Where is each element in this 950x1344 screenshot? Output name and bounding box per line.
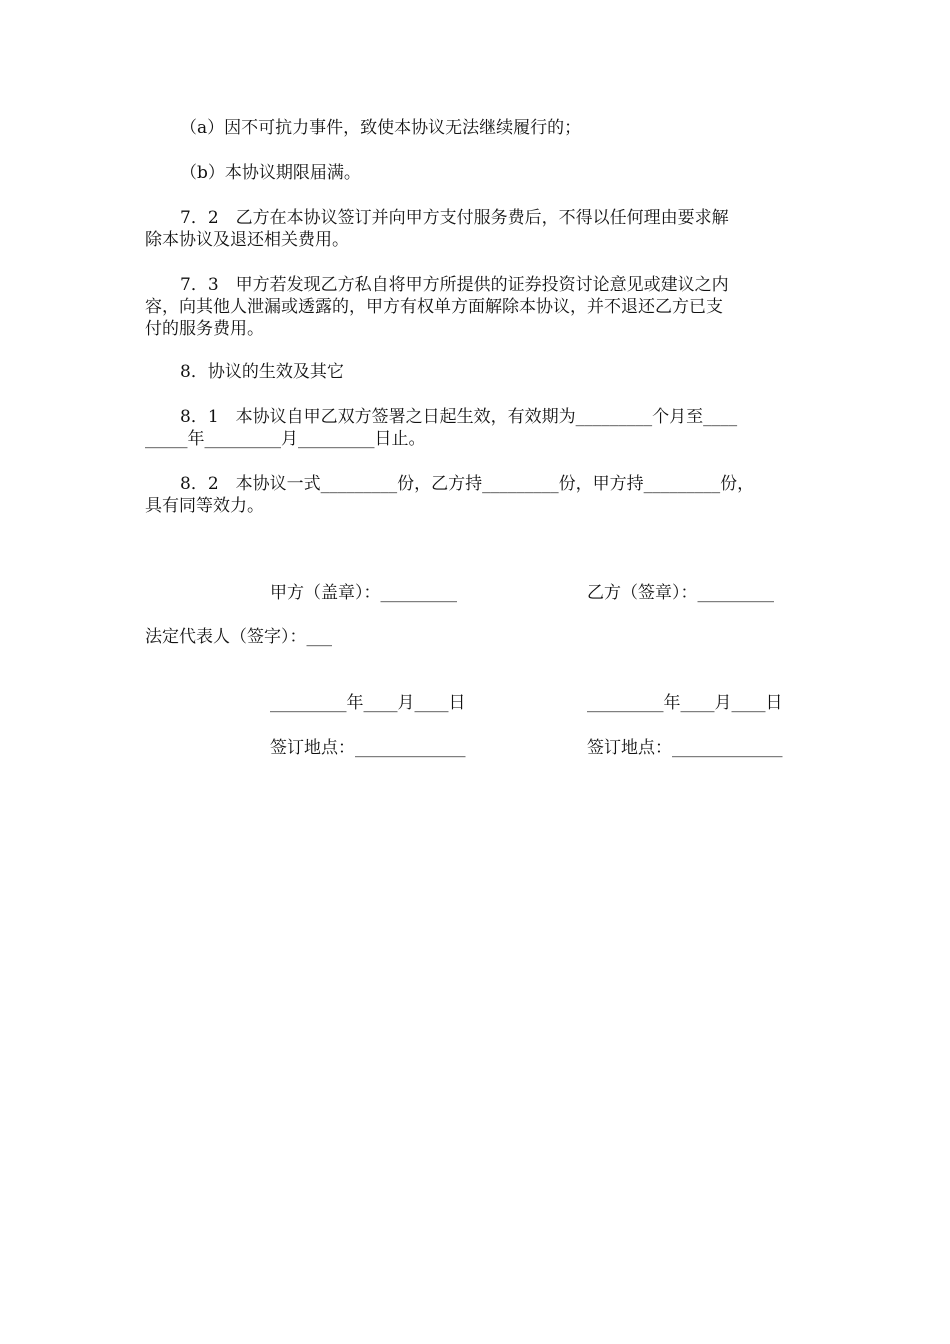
party-b-date: _________年____月____日 bbox=[587, 693, 783, 713]
party-b-seal: 乙方（签章）：_________ bbox=[587, 583, 774, 603]
legal-representative-signature: 法定代表人（签字）：___ bbox=[145, 627, 332, 647]
clause-7-2-line1: 7．2 乙方在本协议签订并向甲方支付服务费后，不得以任何理由要求解 bbox=[180, 208, 729, 228]
clause-8-2 bbox=[145, 473, 815, 517]
clause-8-1-line1: 8．1 本协议自甲乙双方签署之日起生效，有效期为_________个月至____ bbox=[180, 407, 738, 427]
clause-7-3 bbox=[145, 274, 815, 340]
clause-7-3-line2: 容，向其他人泄漏或透露的，甲方有权单方面解除本协议，并不退还乙方已支 bbox=[145, 297, 723, 317]
clause-8-1 bbox=[145, 406, 815, 450]
clause-7-3-line3: 付的服务费用。 bbox=[145, 319, 264, 339]
clause-7-2-line2: 除本协议及退还相关费用。 bbox=[145, 230, 349, 250]
party-b-signing-place: 签订地点：_____________ bbox=[587, 738, 783, 758]
party-a-date: _________年____月____日 bbox=[270, 693, 466, 713]
party-a-seal: 甲方（盖章）：_________ bbox=[270, 583, 457, 603]
section-8-heading: 8．协议的生效及其它 bbox=[180, 362, 344, 382]
clause-8-2-line2: 具有同等效力。 bbox=[145, 496, 264, 516]
clause-7-3-line1: 7．3 甲方若发现乙方私自将甲方所提供的证券投资讨论意见或建议之内 bbox=[180, 275, 729, 295]
clause-8-1-line2: _____年_________月_________日止。 bbox=[145, 429, 426, 449]
clause-8-2-line1: 8．2 本协议一式_________份，乙方持_________份，甲方持_________份， bbox=[180, 474, 755, 494]
party-a-signing-place: 签订地点：_____________ bbox=[270, 738, 466, 758]
clause-b: （b）本协议期限届满。 bbox=[180, 163, 361, 183]
clause-7-2 bbox=[145, 207, 815, 251]
clause-a: （a）因不可抗力事件，致使本协议无法继续履行的； bbox=[180, 118, 582, 138]
